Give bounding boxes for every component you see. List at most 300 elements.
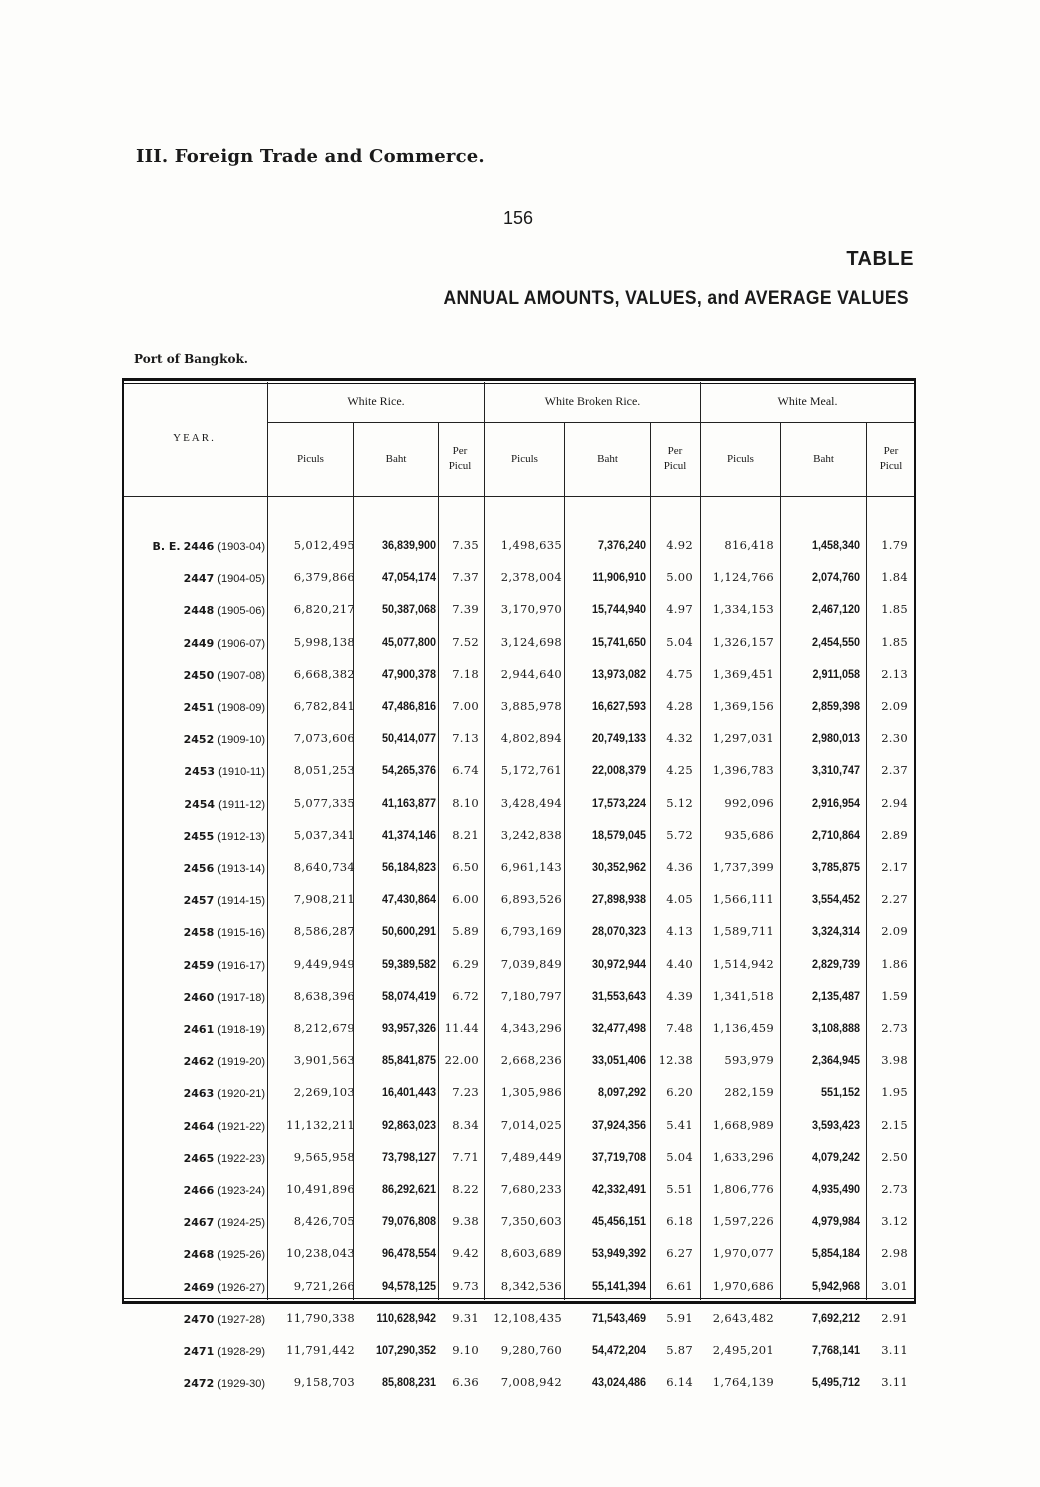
buddhist-year: 2467 (183, 1216, 215, 1230)
year-cell (130, 1055, 265, 1068)
white-rice-piculs-cell: 9,565,958 (293, 1149, 355, 1164)
christian-year: (1914-15) (217, 895, 265, 908)
buddhist-year: 2446 (183, 540, 215, 553)
white-rice-piculs-cell: 11,791,442 (286, 1343, 355, 1357)
broken-rice-per-picul-cell: 5.41 (666, 1117, 693, 1132)
white-meal-per-picul-cell: 2.73 (881, 1021, 908, 1035)
white-meal-per-picul-cell: 2.09 (881, 924, 908, 939)
year-cell (130, 798, 265, 811)
buddhist-year: 2453 (184, 765, 216, 779)
year-cell (130, 959, 265, 972)
table-row (122, 1111, 916, 1143)
white-rice-per-picul-cell: 8.10 (452, 795, 479, 810)
broken-rice-per-picul-cell: 4.92 (666, 538, 693, 552)
white-meal-piculs-cell: 1,970,077 (712, 1246, 774, 1261)
broken-rice-piculs-cell: 6,893,526 (500, 892, 562, 907)
broken-rice-per-picul-cell: 4.13 (666, 924, 693, 939)
column-header-per-picul: Per Picul (448, 445, 472, 472)
table-row (122, 724, 916, 756)
white-meal-per-picul-cell: 1.79 (881, 538, 908, 552)
white-rice-per-picul-cell: 11.44 (444, 1021, 479, 1035)
year-cell (130, 862, 265, 875)
white-meal-per-picul-cell: 1.59 (881, 988, 908, 1003)
white-meal-piculs-cell: 1,566,111 (712, 892, 774, 907)
year-cell (130, 669, 265, 682)
broken-rice-per-picul-cell: 5.72 (666, 827, 693, 842)
white-rice-baht-cell: 107,290,352 (375, 1343, 436, 1357)
white-rice-piculs-cell: 6,782,841 (293, 699, 355, 713)
white-rice-baht-cell: 47,054,174 (381, 570, 436, 585)
white-rice-piculs-cell: 9,721,266 (293, 1278, 355, 1293)
broken-rice-piculs-cell: 2,378,004 (500, 570, 562, 585)
white-meal-baht-cell: 2,467,120 (811, 602, 860, 617)
white-meal-per-picul-cell: 2.17 (881, 860, 908, 874)
christian-year: (1918-19) (217, 1024, 265, 1036)
white-meal-baht-cell: 1,458,340 (811, 538, 860, 552)
christian-year: (1913-14) (217, 863, 265, 875)
broken-rice-baht-cell: 15,744,940 (591, 602, 646, 617)
year-cell (130, 572, 265, 585)
white-rice-piculs-cell: 5,012,495 (293, 538, 355, 552)
year-cell (130, 894, 265, 907)
white-meal-per-picul-cell: 3.01 (881, 1278, 908, 1293)
christian-year: (1907-08) (217, 669, 265, 682)
year-cell (130, 604, 265, 617)
table-row (122, 1239, 916, 1271)
broken-rice-piculs-cell: 3,885,978 (500, 699, 562, 713)
white-rice-baht-cell: 93,957,326 (381, 1021, 436, 1035)
white-rice-baht-cell: 73,798,127 (381, 1149, 436, 1164)
white-rice-per-picul-cell: 9.38 (452, 1214, 479, 1229)
buddhist-year: 2447 (183, 572, 215, 586)
white-rice-baht-cell: 58,074,419 (381, 988, 436, 1003)
white-meal-per-picul-cell: 2.30 (881, 731, 908, 746)
year-cell (130, 1377, 265, 1390)
white-meal-baht-cell: 2,710,864 (811, 827, 860, 842)
buddhist-year: 2466 (183, 1184, 215, 1197)
broken-rice-baht-cell: 45,456,151 (591, 1214, 646, 1229)
white-rice-piculs-cell: 6,668,382 (293, 666, 355, 681)
white-meal-piculs-cell: 1,633,296 (712, 1149, 774, 1164)
white-rice-baht-cell: 50,414,077 (381, 731, 436, 746)
year-cell (130, 1281, 265, 1294)
table-label: TABLE (846, 248, 914, 270)
buddhist-year: 2471 (183, 1345, 215, 1358)
year-cell (130, 1313, 265, 1326)
table-heading: ANNUAL AMOUNTS, VALUES, and AVERAGE VALUES (443, 288, 909, 309)
white-meal-piculs-cell: 1,970,686 (712, 1278, 774, 1293)
white-rice-per-picul-cell: 7.23 (452, 1085, 479, 1100)
white-rice-per-picul-cell: 6.36 (452, 1375, 479, 1390)
white-rice-baht-cell: 50,387,068 (381, 602, 436, 617)
data-table (122, 378, 916, 1391)
white-rice-piculs-cell: 8,426,705 (293, 1214, 355, 1229)
white-rice-baht-cell: 47,430,864 (381, 892, 436, 907)
broken-rice-per-picul-cell: 5.87 (666, 1343, 693, 1357)
table-row (122, 1014, 916, 1046)
white-meal-per-picul-cell: 1.95 (881, 1085, 908, 1100)
broken-rice-per-picul-cell: 4.25 (666, 763, 693, 778)
broken-rice-piculs-cell: 8,603,689 (500, 1246, 562, 1261)
white-rice-baht-cell: 45,077,800 (381, 634, 436, 649)
buddhist-year: 2463 (183, 1087, 215, 1101)
broken-rice-per-picul-cell: 4.75 (666, 666, 693, 681)
white-rice-per-picul-cell: 9.10 (452, 1343, 479, 1357)
white-rice-piculs-cell: 2,269,103 (293, 1085, 355, 1100)
group-header-white-broken-rice: White Broken Rice. (544, 394, 641, 408)
broken-rice-baht-cell: 32,477,498 (591, 1021, 646, 1035)
broken-rice-piculs-cell: 3,242,838 (500, 827, 562, 842)
broken-rice-per-picul-cell: 5.04 (666, 1149, 693, 1164)
year-header: YEAR. (173, 432, 216, 444)
white-rice-per-picul-cell: 8.34 (452, 1117, 479, 1132)
white-meal-per-picul-cell: 2.94 (881, 795, 908, 810)
white-rice-baht-cell: 96,478,554 (381, 1246, 436, 1261)
white-meal-piculs-cell: 1,297,031 (712, 731, 774, 746)
broken-rice-baht-cell: 22,008,379 (591, 763, 646, 778)
year-cell (130, 1184, 265, 1197)
white-rice-per-picul-cell: 8.22 (452, 1182, 479, 1196)
broken-rice-baht-cell: 31,553,643 (591, 988, 646, 1003)
table-row (122, 1304, 916, 1336)
buddhist-year: 2464 (183, 1119, 215, 1133)
white-rice-per-picul-cell: 9.31 (452, 1310, 479, 1325)
broken-rice-piculs-cell: 4,802,894 (500, 731, 562, 746)
white-meal-piculs-cell: 2,495,201 (712, 1343, 774, 1357)
white-meal-per-picul-cell: 2.73 (881, 1182, 908, 1196)
column-header-baht: Baht (813, 453, 834, 465)
white-meal-piculs-cell: 1,514,942 (712, 956, 774, 971)
white-rice-baht-cell: 94,578,125 (381, 1278, 436, 1293)
white-rice-piculs-cell: 8,640,734 (293, 860, 355, 874)
white-meal-piculs-cell: 593,979 (724, 1053, 774, 1068)
christian-year: (1916-17) (217, 959, 265, 972)
broken-rice-piculs-cell: 7,350,603 (500, 1214, 562, 1229)
white-meal-per-picul-cell: 1.86 (881, 956, 908, 971)
buddhist-year: 2458 (183, 926, 215, 940)
white-meal-per-picul-cell: 1.85 (881, 602, 908, 617)
broken-rice-piculs-cell: 7,489,449 (500, 1149, 562, 1164)
christian-year: (1911-12) (218, 798, 265, 811)
white-rice-piculs-cell: 10,491,896 (286, 1182, 355, 1196)
white-meal-piculs-cell: 1,369,451 (712, 666, 774, 681)
white-rice-baht-cell: 41,374,146 (381, 827, 436, 842)
white-rice-baht-cell: 16,401,443 (381, 1085, 436, 1100)
white-rice-baht-cell: 110,628,942 (376, 1310, 436, 1325)
table-row (122, 950, 916, 982)
white-meal-baht-cell: 5,942,968 (811, 1278, 860, 1293)
white-rice-piculs-cell: 6,820,217 (293, 602, 355, 617)
section-title: III. Foreign Trade and Commerce. (136, 146, 485, 167)
christian-year: (1906-07) (217, 637, 265, 650)
white-rice-piculs-cell: 5,037,341 (293, 827, 355, 842)
white-rice-piculs-cell: 11,132,211 (286, 1117, 355, 1132)
white-meal-piculs-cell: 1,597,226 (712, 1214, 774, 1229)
white-meal-piculs-cell: 1,806,776 (712, 1182, 774, 1196)
year-cell (130, 701, 265, 714)
year-cell (130, 765, 265, 778)
year-cell (130, 1216, 265, 1229)
buddhist-year: 2454 (184, 797, 216, 811)
buddhist-year: 2470 (183, 1312, 215, 1326)
broken-rice-baht-cell: 55,141,394 (591, 1278, 646, 1293)
white-rice-piculs-cell: 9,449,949 (293, 956, 355, 971)
white-rice-baht-cell: 56,184,823 (381, 860, 436, 874)
broken-rice-per-picul-cell: 6.14 (666, 1375, 693, 1390)
broken-rice-piculs-cell: 7,014,025 (500, 1117, 562, 1132)
year-cell (130, 1120, 265, 1133)
header-rule (124, 496, 914, 497)
column-header-piculs: Piculs (511, 453, 538, 465)
white-rice-per-picul-cell: 5.89 (452, 924, 479, 939)
white-meal-baht-cell: 551,152 (820, 1085, 860, 1100)
year-cell (130, 1248, 265, 1261)
page-number: 156 (503, 208, 534, 228)
broken-rice-per-picul-cell: 6.18 (666, 1214, 693, 1229)
buddhist-year: 2459 (183, 958, 215, 972)
broken-rice-baht-cell: 17,573,224 (591, 795, 646, 810)
port-label: Port of Bangkok. (134, 352, 248, 366)
table-row (122, 756, 916, 788)
broken-rice-baht-cell: 11,906,910 (592, 570, 646, 585)
broken-rice-baht-cell: 8,097,292 (597, 1085, 646, 1100)
white-meal-per-picul-cell: 2.50 (881, 1149, 908, 1164)
white-meal-per-picul-cell: 2.09 (881, 699, 908, 713)
broken-rice-per-picul-cell: 5.91 (666, 1310, 693, 1325)
broken-rice-piculs-cell: 2,944,640 (500, 666, 562, 681)
christian-year: (1924-25) (217, 1217, 265, 1230)
white-rice-piculs-cell: 3,901,563 (293, 1053, 355, 1068)
broken-rice-baht-cell: 15,741,650 (591, 634, 646, 649)
broken-rice-per-picul-cell: 6.61 (666, 1278, 693, 1293)
white-meal-baht-cell: 2,135,487 (811, 988, 860, 1003)
white-meal-per-picul-cell: 3.11 (881, 1375, 908, 1390)
broken-rice-baht-cell: 37,924,356 (591, 1117, 646, 1132)
white-meal-per-picul-cell: 1.84 (881, 570, 908, 585)
column-header-piculs: Piculs (727, 453, 754, 465)
white-rice-per-picul-cell: 8.21 (452, 827, 479, 842)
year-cell (130, 637, 265, 650)
table-row (122, 1368, 916, 1400)
white-meal-piculs-cell: 935,686 (724, 827, 774, 842)
broken-rice-baht-cell: 53,949,392 (591, 1246, 646, 1261)
white-meal-baht-cell: 2,859,398 (811, 699, 860, 713)
white-rice-piculs-cell: 8,212,679 (293, 1021, 355, 1035)
white-meal-piculs-cell: 1,764,139 (712, 1375, 774, 1390)
white-rice-per-picul-cell: 7.18 (452, 666, 479, 681)
table-row (122, 885, 916, 917)
table-top-rule (122, 378, 916, 384)
buddhist-year: 2451 (183, 701, 215, 714)
white-meal-per-picul-cell: 1.85 (881, 634, 908, 649)
white-rice-baht-cell: 41,163,877 (381, 795, 436, 810)
broken-rice-piculs-cell: 9,280,760 (500, 1343, 562, 1357)
broken-rice-piculs-cell: 7,180,797 (500, 988, 562, 1003)
white-meal-per-picul-cell: 2.13 (881, 666, 908, 681)
white-meal-piculs-cell: 1,136,459 (712, 1021, 774, 1035)
broken-rice-baht-cell: 27,898,938 (591, 892, 646, 907)
table-row (122, 821, 916, 853)
white-rice-baht-cell: 85,808,231 (381, 1375, 436, 1390)
white-meal-piculs-cell: 1,334,153 (712, 602, 774, 617)
broken-rice-piculs-cell: 6,793,169 (500, 924, 562, 939)
white-rice-per-picul-cell: 7.00 (452, 699, 479, 713)
white-meal-piculs-cell: 992,096 (724, 795, 774, 810)
christian-year: (1908-09) (217, 702, 265, 714)
white-rice-per-picul-cell: 7.52 (452, 634, 479, 649)
white-rice-per-picul-cell: 6.50 (452, 860, 479, 874)
white-rice-baht-cell: 50,600,291 (381, 924, 436, 939)
buddhist-year: 2469 (183, 1280, 215, 1294)
table-row (122, 1272, 916, 1304)
white-meal-piculs-cell: 816,418 (724, 538, 774, 552)
broken-rice-per-picul-cell: 4.40 (666, 956, 693, 971)
broken-rice-baht-cell: 30,352,962 (591, 860, 646, 874)
white-meal-per-picul-cell: 3.12 (881, 1214, 908, 1229)
white-rice-piculs-cell: 5,077,335 (293, 795, 355, 810)
broken-rice-baht-cell: 37,719,708 (591, 1149, 646, 1164)
column-header-piculs: Piculs (297, 453, 324, 465)
year-cell (130, 926, 265, 939)
broken-rice-piculs-cell: 12,108,435 (493, 1310, 562, 1325)
table-row (122, 1336, 916, 1368)
white-meal-piculs-cell: 1,369,156 (712, 699, 774, 713)
table-row (122, 1143, 916, 1175)
white-rice-piculs-cell: 6,379,866 (293, 570, 355, 585)
year-cell (130, 1152, 265, 1165)
broken-rice-piculs-cell: 7,008,942 (500, 1375, 562, 1390)
table-row (122, 1078, 916, 1110)
table-row (122, 628, 916, 660)
white-meal-baht-cell: 4,079,242 (811, 1149, 860, 1164)
white-rice-per-picul-cell: 6.72 (452, 988, 479, 1003)
era-label: B. E. (152, 540, 181, 553)
white-meal-baht-cell: 3,554,452 (811, 892, 860, 907)
broken-rice-piculs-cell: 3,428,494 (500, 795, 562, 810)
white-meal-baht-cell: 3,310,747 (811, 763, 860, 778)
broken-rice-baht-cell: 30,972,944 (591, 956, 646, 971)
broken-rice-baht-cell: 33,051,406 (591, 1053, 646, 1068)
white-meal-per-picul-cell: 2.15 (881, 1117, 908, 1132)
buddhist-year: 2460 (183, 990, 215, 1004)
white-rice-baht-cell: 36,839,900 (381, 538, 436, 552)
white-meal-baht-cell: 2,364,945 (811, 1053, 860, 1068)
christian-year: (1917-18) (217, 991, 265, 1004)
white-rice-piculs-cell: 9,158,703 (293, 1375, 355, 1390)
christian-year: (1920-21) (217, 1088, 265, 1101)
white-rice-per-picul-cell: 7.35 (452, 538, 479, 552)
broken-rice-baht-cell: 71,543,469 (591, 1310, 646, 1325)
broken-rice-baht-cell: 42,332,491 (591, 1182, 646, 1196)
broken-rice-per-picul-cell: 6.20 (666, 1085, 693, 1100)
christian-year: (1928-29) (217, 1346, 265, 1358)
column-header-per-picul: Per Picul (663, 445, 687, 472)
white-rice-piculs-cell: 10,238,043 (286, 1246, 355, 1261)
christian-year: (1904-05) (217, 573, 265, 586)
table-row (122, 660, 916, 692)
group-header-white-meal: White Meal. (777, 394, 838, 408)
broken-rice-baht-cell: 54,472,204 (591, 1343, 646, 1357)
white-rice-baht-cell: 85,841,875 (381, 1053, 436, 1068)
christian-year: (1927-28) (217, 1313, 265, 1326)
white-meal-baht-cell: 2,980,013 (811, 731, 860, 746)
white-rice-per-picul-cell: 9.42 (452, 1246, 479, 1261)
broken-rice-baht-cell: 28,070,323 (591, 924, 646, 939)
white-meal-baht-cell: 3,108,888 (811, 1021, 860, 1035)
buddhist-year: 2472 (183, 1377, 215, 1391)
table-row (122, 595, 916, 627)
buddhist-year: 2450 (183, 668, 215, 682)
white-rice-piculs-cell: 8,051,253 (293, 763, 355, 778)
white-meal-baht-cell: 3,324,314 (811, 924, 860, 939)
broken-rice-piculs-cell: 2,668,236 (500, 1053, 562, 1068)
table-row (122, 692, 916, 724)
buddhist-year: 2456 (183, 862, 215, 875)
white-meal-baht-cell: 2,911,058 (812, 666, 860, 681)
white-meal-piculs-cell: 1,589,711 (712, 924, 774, 939)
buddhist-year: 2468 (183, 1248, 215, 1262)
year-cell (130, 733, 265, 746)
christian-year: (1912-13) (217, 830, 265, 843)
broken-rice-piculs-cell: 1,305,986 (500, 1085, 562, 1100)
white-meal-piculs-cell: 2,643,482 (712, 1310, 774, 1325)
broken-rice-per-picul-cell: 4.97 (666, 602, 693, 617)
christian-year: (1903-04) (217, 541, 265, 553)
christian-year: (1915-16) (217, 927, 265, 940)
broken-rice-per-picul-cell: 4.39 (666, 988, 693, 1003)
table-row (122, 1207, 916, 1239)
broken-rice-piculs-cell: 4,343,296 (500, 1021, 562, 1035)
year-cell (130, 540, 265, 553)
broken-rice-baht-cell: 20,749,133 (591, 731, 646, 746)
white-rice-per-picul-cell: 7.37 (452, 570, 479, 585)
table-row (122, 917, 916, 949)
christian-year: (1923-24) (217, 1185, 265, 1197)
broken-rice-per-picul-cell: 5.51 (666, 1182, 693, 1196)
white-rice-per-picul-cell: 7.13 (452, 731, 479, 746)
broken-rice-per-picul-cell: 5.04 (666, 634, 693, 649)
white-meal-baht-cell: 2,829,739 (811, 956, 860, 971)
white-rice-baht-cell: 47,486,816 (381, 699, 436, 713)
table-row (122, 789, 916, 821)
white-rice-per-picul-cell: 6.00 (452, 892, 479, 907)
white-rice-per-picul-cell: 7.71 (452, 1149, 479, 1164)
white-rice-baht-cell: 54,265,376 (381, 763, 436, 778)
year-cell (130, 1023, 265, 1036)
white-meal-baht-cell: 2,916,954 (811, 795, 860, 810)
white-meal-per-picul-cell: 3.11 (881, 1343, 908, 1357)
broken-rice-piculs-cell: 3,170,970 (500, 602, 562, 617)
white-rice-baht-cell: 59,389,582 (381, 956, 436, 971)
white-meal-per-picul-cell: 2.37 (881, 763, 908, 778)
white-rice-per-picul-cell: 9.73 (452, 1278, 479, 1293)
broken-rice-baht-cell: 43,024,486 (591, 1375, 646, 1390)
broken-rice-piculs-cell: 3,124,698 (500, 634, 562, 649)
buddhist-year: 2455 (183, 829, 215, 843)
white-meal-baht-cell: 4,979,984 (811, 1214, 860, 1229)
christian-year: (1925-26) (217, 1249, 265, 1262)
year-cell (130, 1087, 265, 1100)
buddhist-year: 2462 (183, 1055, 215, 1069)
white-meal-baht-cell: 7,692,212 (811, 1310, 860, 1325)
white-meal-piculs-cell: 1,668,989 (712, 1117, 774, 1132)
white-meal-baht-cell: 2,454,550 (811, 634, 860, 649)
broken-rice-per-picul-cell: 5.12 (666, 795, 693, 810)
buddhist-year: 2461 (183, 1023, 215, 1036)
white-meal-baht-cell: 2,074,760 (811, 570, 860, 585)
broken-rice-per-picul-cell: 7.48 (666, 1021, 693, 1035)
broken-rice-per-picul-cell: 4.36 (666, 860, 693, 874)
